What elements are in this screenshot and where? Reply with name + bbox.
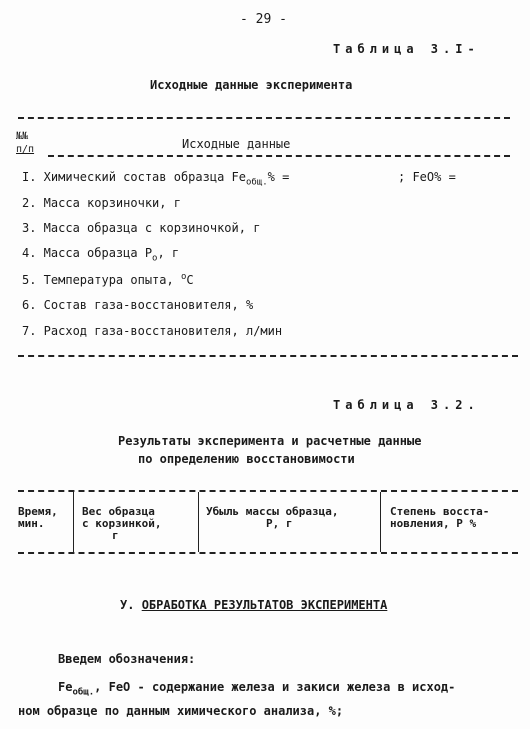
table2-top-rule [18, 490, 518, 492]
table1-header-rule [48, 155, 510, 157]
table2-col-divider [380, 492, 381, 552]
table2-col-divider [73, 492, 74, 552]
table2-caption: Таблица 3.2. [333, 398, 480, 412]
page-number: - 29 - [240, 12, 287, 27]
table1-row: 4. Масса образца $P_o$, г [22, 246, 180, 264]
table1-bottom-rule [18, 355, 518, 357]
definition-line2: ном образце по данным химического анализа, %; [18, 704, 344, 718]
intro-paragraph: Введем обозначения: [58, 652, 196, 666]
table2-header-1: Время, мин. [18, 505, 58, 530]
table2-header-4: Степень восста- новления, P % [390, 505, 490, 530]
table1-caption: Таблица 3.I- [333, 42, 480, 56]
table2-title-line1: Результаты эксперимента и расчетные данные [118, 434, 422, 448]
table2-col-divider [198, 492, 199, 552]
table1-top-rule [18, 117, 510, 119]
table1-row: 2. Масса корзиночки, г [22, 196, 181, 210]
table1-row: 5. Температура опыта, $^o$C [22, 272, 194, 287]
table1-title: Исходные данные эксперимента [150, 78, 353, 92]
table2-header-2: Вес образца с корзинкой, г [82, 505, 162, 542]
section-heading [120, 598, 387, 612]
table1-col-header: Исходные данные [182, 137, 291, 151]
table1-row: 7. Расход газа-восстановителя, л/мин [22, 324, 283, 338]
definition-line1: $Fe_{общ.}$, FeO - содержание железа и закиси железа в исход- [58, 680, 456, 698]
table2-bottom-rule [18, 552, 518, 554]
table2-title-line2: по определению восстановимости [138, 452, 355, 466]
table1-row-extra: ; FeO% = [398, 170, 456, 184]
section-title: ОБРАБОТКА РЕЗУЛЬТАТОВ ЭКСПЕРИМЕНТА [141, 598, 388, 612]
table2-header-3: Убыль массы образца, P, г [206, 505, 339, 530]
table1-row: I. Химический состав образца $Fe_{общ.}\%$ = [22, 170, 290, 188]
table1-row: 3. Масса образца с корзиночкой, г [22, 221, 261, 235]
section-number: У. [120, 598, 135, 612]
table1-row: 6. Состав газа-восстановителя, % [22, 298, 254, 312]
table1-col-num: №№ [16, 131, 29, 142]
table1-col-num2: п/п [16, 144, 35, 155]
